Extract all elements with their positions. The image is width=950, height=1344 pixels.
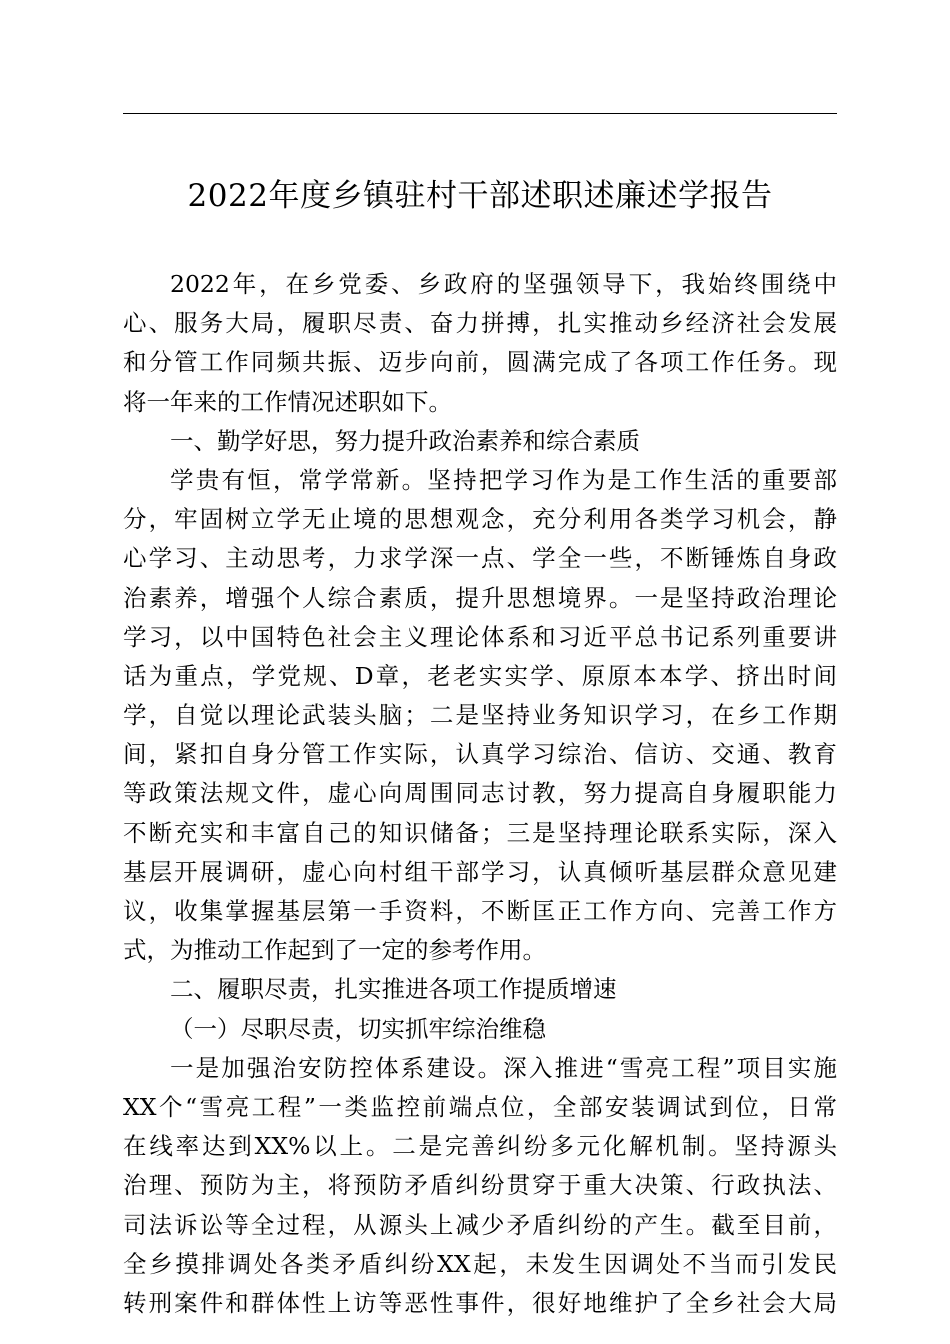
section-heading: 二、履职尽责，扎实推进各项工作提质增速	[170, 975, 617, 1004]
paragraph-line: 心学习、主动思考，力求学深一点、学全一些，不断锤炼自身政	[123, 544, 837, 573]
paragraph-line: 在线率达到XX%以上。二是完善纠纷多元化解机制。坚持源头	[123, 1132, 837, 1161]
paragraph-line: 式，为推动工作起到了一定的参考作用。	[123, 936, 546, 965]
paragraph-line: XX个“雪亮工程”一类监控前端点位，全部安装调试到位，日常	[123, 1092, 837, 1121]
paragraph-line: 间，紧扣自身分管工作实际，认真学习综治、信访、交通、教育	[123, 740, 837, 769]
paragraph-line: 分，牢固树立学无止境的思想观念，充分利用各类学习机会，静	[123, 505, 837, 534]
paragraph-line: 不断充实和丰富自己的知识储备；三是坚持理论联系实际，深入	[123, 818, 837, 847]
paragraph-line: 司法诉讼等全过程，从源头上减少矛盾纠纷的产生。截至目前，	[123, 1210, 837, 1239]
paragraph-line: 全乡摸排调处各类矛盾纠纷XX起，未发生因调处不当而引发民	[123, 1249, 837, 1278]
paragraph-line: 一是加强治安防控体系建设。深入推进“雪亮工程”项目实施	[170, 1053, 837, 1082]
document-title: 2022年度乡镇驻村干部述职述廉述学报告	[187, 178, 773, 214]
paragraph-line: 将一年来的工作情况述职如下。	[123, 387, 452, 416]
paragraph-line: 和分管工作同频共振、迈步向前，圆满完成了各项工作任务。现	[123, 348, 837, 377]
paragraph-line: 议，收集掌握基层第一手资料，不断匡正工作方向、完善工作方	[123, 897, 837, 925]
paragraph-line: 基层开展调研，虚心向村组干部学习，认真倾听基层群众意见建	[123, 857, 837, 886]
document-body	[123, 265, 837, 1323]
paragraph-line: 学贵有恒，常学常新。坚持把学习作为是工作生活的重要部	[170, 465, 837, 494]
paragraph-line: 话为重点，学党规、D章，老老实实学、原原本本学、挤出时间	[123, 661, 837, 690]
paragraph-line: 心、服务大局，履职尽责、奋力拼搏，扎实推动乡经济社会发展	[123, 309, 837, 338]
header-rule	[123, 113, 837, 114]
paragraph-line: 2022年，在乡党委、乡政府的坚强领导下，我始终围绕中	[170, 270, 837, 298]
paragraph-line: 治素养，增强个人综合素质，提升思想境界。一是坚持政治理论	[123, 583, 837, 612]
paragraph-line: 等政策法规文件，虚心向周围同志讨教，努力提高自身履职能力	[123, 779, 837, 808]
paragraph-line: 学，自觉以理论武装头脑；二是坚持业务知识学习，在乡工作期	[123, 701, 837, 730]
subsection-heading: （一）尽职尽责，切实抓牢综治维稳	[170, 1014, 546, 1043]
paragraph-line: 学习，以中国特色社会主义理论体系和习近平总书记系列重要讲	[123, 622, 837, 651]
section-heading: 一、勤学好思，努力提升政治素养和综合素质	[170, 426, 640, 455]
paragraph-line: 治理、预防为主，将预防矛盾纠纷贯穿于重大决策、行政执法、	[123, 1171, 837, 1200]
paragraph-line: 转刑案件和群体性上访等恶性事件，很好地维护了全乡社会大局	[123, 1288, 837, 1317]
